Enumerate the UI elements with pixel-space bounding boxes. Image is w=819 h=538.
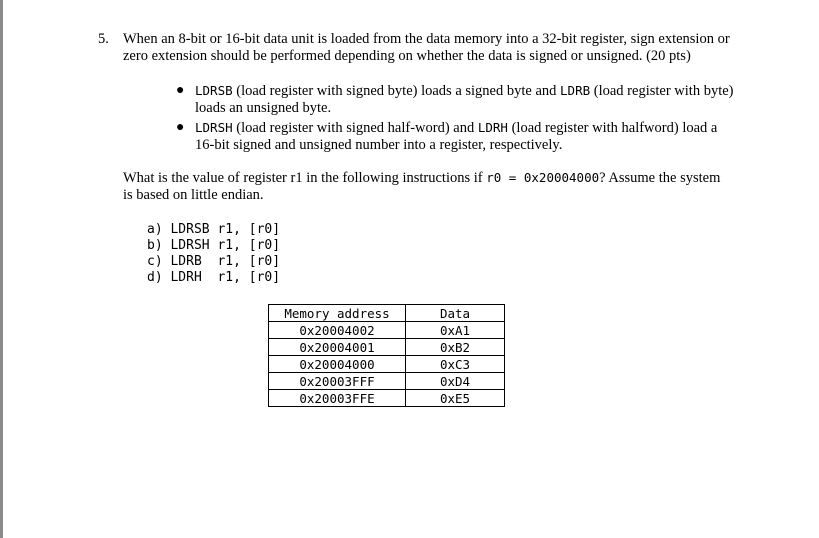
bullet-ldrsb-ldrb (195, 82, 740, 117)
address-cell: 0x20003FFE (269, 390, 406, 407)
address-cell: 0x20004000 (269, 356, 406, 373)
table-row (269, 390, 505, 407)
data-cell: 0xA1 (406, 322, 505, 339)
data-cell: 0xC3 (406, 356, 505, 373)
option-b: b) LDRSH r1, [r0] (147, 238, 281, 253)
table-row (269, 356, 505, 373)
header-data: Data (406, 305, 505, 322)
table-row (269, 322, 505, 339)
prompt-code: r0 = 0x20004000 (486, 170, 600, 185)
bullet-code: LDRB (560, 83, 591, 98)
bullet-text: (load register with halfword) load a 16-bit signed and unsigned number into a register, respectively. (195, 120, 718, 153)
address-cell: 0x20003FFF (269, 373, 406, 390)
option-a: a) LDRSB r1, [r0] (147, 222, 281, 237)
bullet-icon: ● (176, 120, 185, 135)
option-d: d) LDRH r1, [r0] (147, 270, 281, 285)
header-memory-address: Memory address (269, 305, 406, 322)
bullet-code: LDRSH (195, 120, 233, 135)
question-prompt (123, 169, 723, 204)
option-c: c) LDRB r1, [r0] (147, 254, 281, 269)
memory-table (268, 304, 505, 407)
prompt-text: ? Assume the system is based on little endian. (123, 170, 721, 203)
table-header-row (269, 305, 505, 322)
data-cell: 0xD4 (406, 373, 505, 390)
bullet-ldrsh-ldrh (195, 119, 740, 154)
data-cell: 0xE5 (406, 390, 505, 407)
bullet-text: (load register with byte) loads an unsigned byte. (195, 83, 734, 116)
address-cell: 0x20004001 (269, 339, 406, 356)
question-intro: When an 8-bit or 16-bit data unit is loaded from the data memory into a 32-bit register, sign extension or zero extension should be performed depending on whether the data is signed or unsigned. (20 pts) (123, 31, 730, 64)
data-cell: 0xB2 (406, 339, 505, 356)
prompt-text: What is the value of register r1 in the following instructions if (123, 170, 487, 186)
table-row (269, 373, 505, 390)
question-number: 5. (98, 31, 109, 47)
bullet-icon: ● (176, 83, 185, 98)
bullet-code: LDRSB (195, 83, 233, 98)
bullet-text: (load register with signed byte) loads a signed byte and (232, 83, 561, 99)
table-row (269, 339, 505, 356)
left-border (0, 0, 3, 538)
bullet-code: LDRH (477, 120, 508, 135)
address-cell: 0x20004002 (269, 322, 406, 339)
bullet-text: (load register with signed half-word) and (232, 120, 478, 136)
